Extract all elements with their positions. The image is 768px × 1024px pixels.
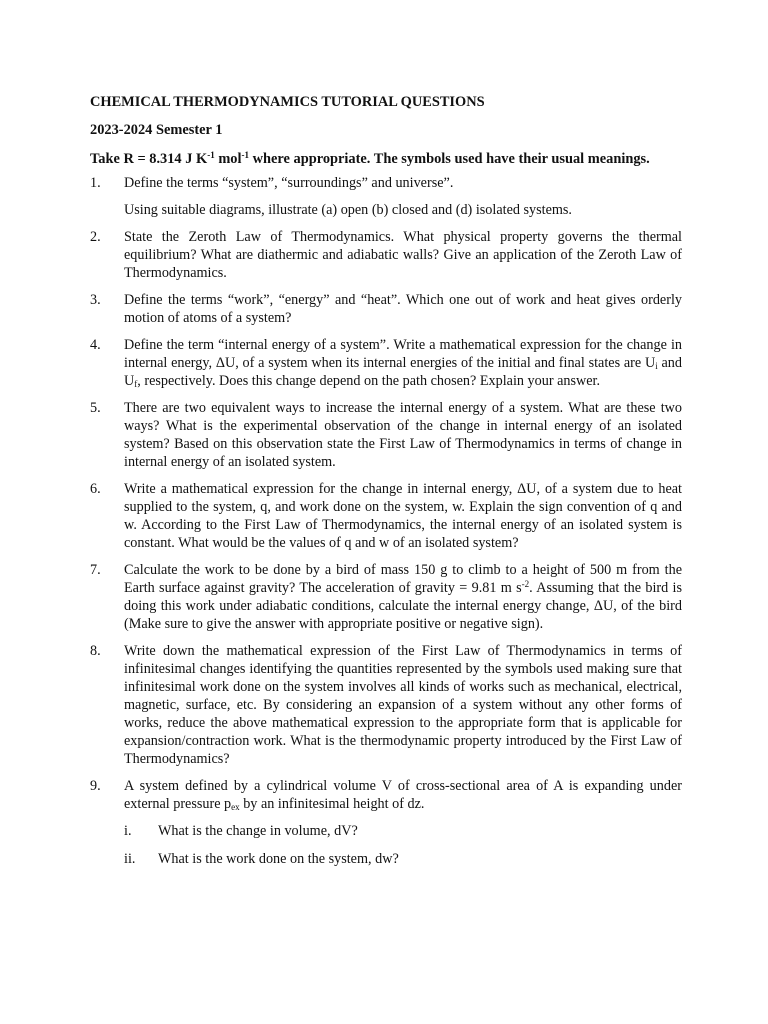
question-4 — [90, 336, 682, 390]
semester-line: 2023-2024 Semester 1 — [90, 122, 223, 138]
question-text-part: A system defined by a cylindrical volume V of cross-sectional area of A is expanding under external pressure p — [124, 778, 682, 812]
subscript-ex: ex — [231, 802, 240, 812]
sub-question-label: i. — [124, 823, 132, 839]
subscript-i: i — [655, 361, 658, 371]
question-followup: Using suitable diagrams, illustrate (a) open (b) closed and (d) isolated systems. — [124, 202, 572, 218]
question-text: Write down the mathematical expression of the First Law of Thermodynamics in terms of infinitesimal changes identifying the quantities represented by the symbols used making sure that infinitesimal work done on the system involves all kinds of works such as mechanical, electrical, magnetic, surface, etc. By considering an expansion of a system without any other forms of works, reduce the above mathematical expression to the appropriate form that is applicable for expansion/contraction work. What is the thermodynamic property introduced by the First Law of Thermodynamics? — [124, 643, 682, 767]
question-text-part: , respectively. Does this change depend on the path chosen? Explain your answer. — [137, 373, 601, 389]
question-text-part: by an infinitesimal height of dz. — [239, 796, 425, 812]
question-text-part: and U — [124, 355, 682, 389]
question-number: 4. — [90, 337, 101, 353]
constant-mol: mol — [214, 151, 242, 167]
sub-question-list — [124, 822, 682, 868]
document-title: CHEMICAL THERMODYNAMICS TUTORIAL QUESTIONS — [90, 94, 485, 110]
sub-question-ii — [124, 850, 682, 868]
question-number: 1. — [90, 175, 101, 191]
question-number: 6. — [90, 481, 101, 497]
constant-suffix: where appropriate. The symbols used have their usual meanings. — [249, 151, 650, 167]
question-6 — [90, 480, 682, 552]
constant-prefix: Take R = 8.314 J K — [90, 151, 208, 167]
question-text — [124, 561, 682, 633]
question-8 — [90, 642, 682, 768]
question-text — [124, 336, 682, 390]
sub-question-text: What is the change in volume, dV? — [158, 823, 358, 839]
question-number: 2. — [90, 229, 101, 245]
constant-mol-exponent: -1 — [241, 150, 249, 160]
question-3 — [90, 291, 682, 327]
question-number: 8. — [90, 643, 101, 659]
constant-k-exponent: -1 — [207, 150, 215, 160]
question-text: Define the terms “system”, “surroundings” and universe”. — [124, 175, 454, 191]
question-text-part: Define the term “internal energy of a system”. Write a mathematical expression for the change in internal energy, ΔU, of a system when its internal energies of the initial and final states are U — [124, 337, 682, 371]
sub-question-i — [124, 822, 682, 840]
question-7 — [90, 561, 682, 633]
question-number: 5. — [90, 400, 101, 416]
question-number: 3. — [90, 292, 101, 308]
question-9 — [90, 777, 682, 878]
superscript-exponent: -2 — [521, 579, 530, 589]
question-text-part: Calculate the work to be done by a bird of mass 150 g to climb to a height of 500 m from the Earth surface against gravity? The acceleration of gravity = 9.81 m s — [124, 562, 682, 596]
question-text-part: . Assuming that the bird is doing this work under adiabatic conditions, calculate the internal energy change, ΔU, of the bird (Make sure to give the answer with appropriate positive or negative sign). — [124, 580, 683, 632]
question-text: State the Zeroth Law of Thermodynamics. What physical property governs the thermal equilibrium? What are diathermic and adiabatic walls? Give an application of the Zeroth Law of Thermodynamics. — [124, 229, 682, 281]
question-number: 7. — [90, 562, 101, 578]
question-2 — [90, 228, 682, 282]
question-1 — [90, 174, 682, 219]
gas-constant-note — [90, 150, 682, 168]
question-text: Write a mathematical expression for the change in internal energy, ΔU, of a system due to heat supplied to the system, q, and work done on the system, w. Explain the sign convention of q and w. According to the First Law of Thermodynamics, the internal energy of an isolated system is constant. What would be the values of q and w of an isolated system? — [124, 481, 682, 551]
subscript-f: f — [134, 379, 138, 389]
question-text — [124, 777, 682, 813]
sub-question-text: What is the work done on the system, dw? — [158, 851, 399, 867]
question-5 — [90, 399, 682, 471]
question-text: Define the terms “work”, “energy” and “heat”. Which one out of work and heat gives orderly motion of atoms of a system? — [124, 292, 682, 326]
question-number: 9. — [90, 778, 101, 794]
question-text: There are two equivalent ways to increase the internal energy of a system. What are these two ways? What is the experimental observation of the change in internal energy of an isolated system? Based on this observation state the First Law of Thermodynamics in terms of change in internal energy of an isolated system. — [124, 400, 682, 470]
sub-question-label: ii. — [124, 851, 136, 867]
